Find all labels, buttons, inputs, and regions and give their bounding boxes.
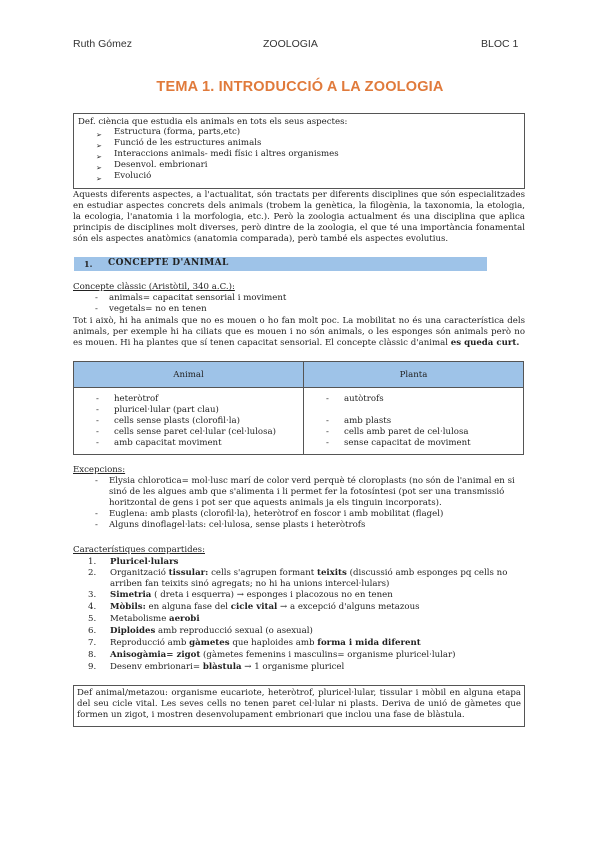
arrow-bullet-icon: ➢ [96, 153, 102, 161]
dash-bullet: - [326, 416, 329, 426]
shared-item [110, 557, 178, 567]
item-text: Desenv embrionari= [110, 662, 203, 672]
planta-cell [304, 388, 524, 455]
list-number: 2. [88, 568, 97, 578]
item-text: amb reproducció sexual (o asexual) [155, 626, 313, 636]
exception-item: Euglena: amb plasts (clorofil·la), heteròtrof en foscor i amb mobilitat (flagel) [109, 509, 444, 519]
comparison-table [73, 361, 524, 455]
dash-bullet: - [95, 520, 98, 530]
item-text: ( dreta i esquerra) → esponges i placozous no en tenen [151, 590, 393, 600]
section-number: 1. [84, 259, 93, 269]
arrow-bullet-icon: ➢ [96, 164, 102, 172]
list-number: 1. [88, 557, 97, 567]
animal-trait: amb capacitat moviment [114, 438, 222, 448]
section-title: CONCEPTE D'ANIMAL [108, 258, 229, 268]
shared-item [110, 590, 393, 600]
dash-bullet: - [326, 394, 329, 404]
list-number: 3. [88, 590, 97, 600]
bold-term: cicle vital [230, 602, 278, 612]
animal-trait: heteròtrof [114, 394, 159, 404]
dash-bullet: - [95, 509, 98, 519]
definition-item: Interaccions animals- medi físic i altres organismes [114, 149, 339, 159]
item-text: cells s'agrupen formant [208, 568, 317, 578]
planta-trait: amb plasts [344, 416, 392, 426]
animal-definition-text: Def animal/metazou: organisme eucariote, heteròtrof, pluricel·lular, tissular i mòbil en alguna etapa del seu cicle vital. Les seves cells no tenen paret cel·lular ni plasts. Deriva de unió de gàmetes que formen un zigot, i mostren desenvolupament embrionari que inclou una fase de blàstula. [77, 688, 521, 720]
definition-item: Estructura (forma, parts,etc) [114, 127, 241, 137]
definition-item: Funció de les estructures animals [114, 138, 262, 148]
bold-term: forma i mida diferent [317, 638, 421, 648]
item-text: (discussió amb esponges pq cells no [346, 568, 508, 578]
animal-trait: cells sense paret cel·lular (cel·lulosa) [114, 427, 276, 437]
bold-term: Simetria [110, 590, 152, 600]
intro-paragraph: Aquests diferents aspectes, a l'actualitat, són tractats per diferents disciplines que són especialitzades en estudiar aspectes concrets dels animals (trobem la genètica, la filogènia, la taxonomia, la etologia, la ecologia, l'anatomia i la morfologia, etc.). Però la zoologia actualment és una disciplina que aplica principis de disciplines molt diverses, però dintre de la zoologia, el que té una importància fonamental són els aspectes anatòmics (anatomia comparada), però també els aspectes evolutius. [73, 190, 525, 244]
definition-box [73, 113, 525, 189]
shared-item-continuation: arriben fan teixits sinó agregats; no hi ha unions intercel·lulars) [110, 579, 390, 589]
classic-heading: Concepte clàssic (Aristòtil, 340 a.C.): [73, 282, 235, 292]
shared-item [110, 650, 456, 660]
arrow-bullet-icon: ➢ [96, 175, 102, 183]
exception-item-line: horitzontal de gens i pot ser que aquests animals ja els tinguin incorporats). [109, 498, 442, 508]
dash-bullet: - [326, 427, 329, 437]
classic-text: Tot i això, hi ha animals que no es mouen o ho fan molt poc. La mobilitat no és una característica dels animals, per exemple hi ha ciliats que es mouen i no són animals, o les esponges són animals però no es mouen. Hi ha plantes que sí tenen capacitat sensorial. El concepte clàssic d'animal [73, 316, 525, 348]
item-text: en alguna fase del [145, 602, 231, 612]
exception-item: Alguns dinoflagel·lats: cel·lulosa, sense plasts i heteròtrofs [109, 520, 366, 530]
bold-term: Pluricel·lulars [110, 557, 179, 567]
item-text: Reproducció amb [110, 638, 190, 648]
dash-bullet: - [95, 293, 98, 303]
classic-paragraph [73, 316, 525, 349]
planta-trait: cells amb paret de cel·lulosa [344, 427, 469, 437]
definition-intro: Def. ciència que estudia els animals en tots els seus aspectes: [78, 117, 348, 127]
dash-bullet: - [96, 427, 99, 437]
item-text: → 1 organisme pluricel [241, 662, 345, 672]
definition-item: Evolució [114, 171, 152, 181]
animal-definition-box [73, 685, 525, 727]
dash-bullet: - [96, 416, 99, 426]
bold-term: aerobi [169, 614, 200, 624]
exceptions-heading: Excepcions: [73, 465, 126, 475]
list-number: 8. [88, 650, 97, 660]
dash-bullet: - [96, 405, 99, 415]
bold-term: Anisogàmia= zigot [110, 650, 201, 660]
definition-item: Desenvol. embrionari [114, 160, 208, 170]
dash-bullet: - [96, 394, 99, 404]
dash-bullet: - [95, 304, 98, 314]
classic-bold-text: es queda curt. [450, 337, 520, 348]
section-heading [74, 257, 487, 271]
list-number: 9. [88, 662, 97, 672]
bold-term: blàstula [202, 662, 242, 672]
exception-item-line: sinó de les algues amb que s'alimenta i li permet fer la fotosíntesi (pot ser una transmissió [109, 487, 505, 497]
shared-item [110, 662, 344, 672]
list-number: 5. [88, 614, 97, 624]
shared-item [110, 568, 507, 578]
dash-bullet: - [96, 438, 99, 448]
animal-cell [74, 388, 304, 455]
table-header-animal: Animal [74, 362, 304, 388]
animal-trait: pluricel·lular (part clau) [114, 405, 219, 415]
classic-item: vegetals= no en tenen [109, 304, 207, 314]
planta-trait: autòtrofs [344, 394, 384, 404]
bold-term: tissular: [168, 568, 209, 578]
item-text: (gàmetes femenins i masculins= organisme pluricel·lular) [200, 650, 456, 660]
shared-item [110, 638, 421, 648]
item-text: → a excepció d'alguns metazous [277, 602, 420, 612]
dash-bullet: - [326, 438, 329, 448]
planta-trait: sense capacitat de moviment [344, 438, 471, 448]
block-label: BLOC 1 [481, 38, 519, 50]
bold-term: Mòbils: [110, 602, 146, 612]
dash-bullet: - [95, 476, 98, 486]
author-name: Ruth Gómez [73, 38, 132, 50]
list-number: 6. [88, 626, 97, 636]
list-number: 4. [88, 602, 97, 612]
bold-term: gàmetes [189, 638, 230, 648]
bold-term: teixits [316, 568, 347, 578]
item-text: Organització [110, 568, 169, 578]
classic-item: animals= capacitat sensorial i moviment [109, 293, 287, 303]
item-text: que haploides amb [229, 638, 318, 648]
page-title: TEMA 1. INTRODUCCIÓ A LA ZOOLOGIA [156, 79, 444, 95]
exception-item: Elysia chlorotica= mol·lusc marí de color verd perquè té cloroplasts (no són de l'animal en si [109, 476, 515, 486]
arrow-bullet-icon: ➢ [96, 142, 102, 150]
table-header-planta: Planta [304, 362, 524, 388]
bold-term: Diploides [110, 626, 156, 636]
shared-item [110, 602, 420, 612]
shared-heading: Característiques compartides: [73, 545, 205, 555]
animal-trait: cells sense plasts (clorofil·la) [114, 416, 240, 426]
list-number: 7. [88, 638, 97, 648]
shared-item [110, 626, 313, 636]
shared-item [110, 614, 200, 624]
subject-name: ZOOLOGIA [263, 38, 318, 50]
item-text: Metabolisme [110, 614, 170, 624]
arrow-bullet-icon: ➢ [96, 131, 102, 139]
